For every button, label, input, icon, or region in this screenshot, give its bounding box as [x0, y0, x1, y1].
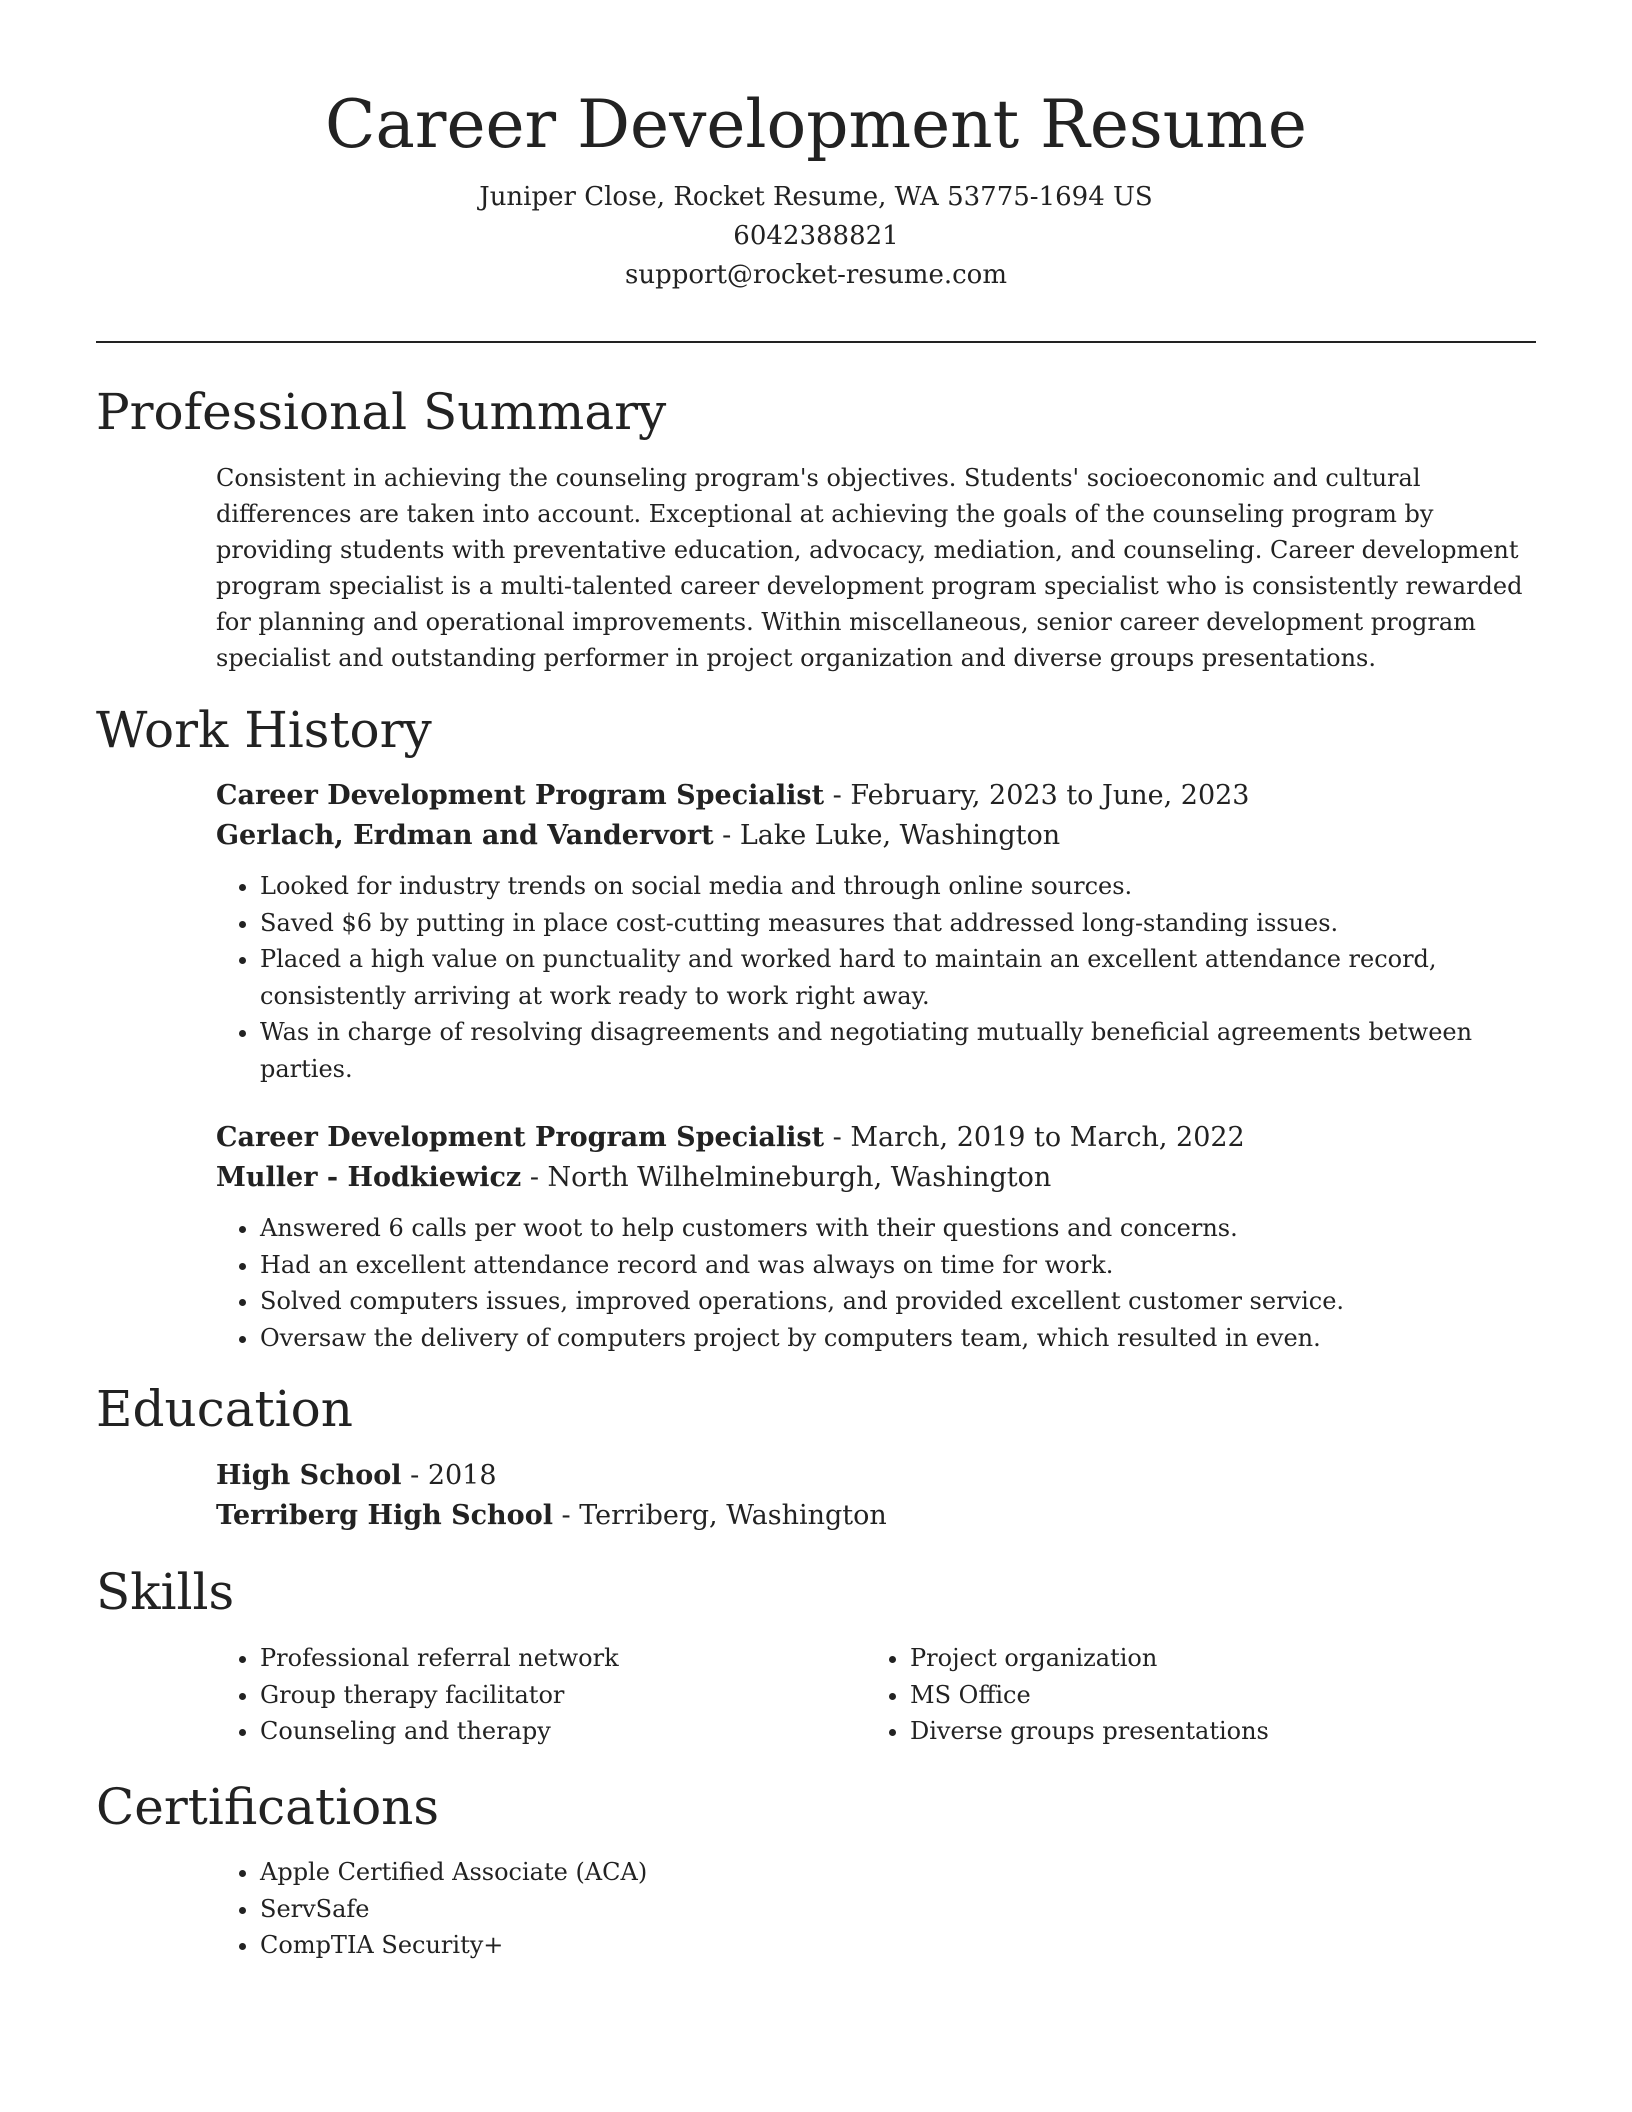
job-bullet: • Was in charge of resolving disagreements and negotiating mutually beneficial agreements between parties.: [260, 1014, 1536, 1087]
skill-item: • Project organization: [910, 1640, 1506, 1677]
job-entry: [216, 1118, 1536, 1356]
header-divider: [96, 341, 1536, 343]
education-school: Terriberg High School: [216, 1500, 553, 1531]
job-bullet-list: [216, 1210, 1536, 1356]
job-dates: - March, 2019 to March, 2022: [824, 1122, 1245, 1153]
job-location: - North Wilhelmineburgh, Washington: [521, 1162, 1052, 1193]
certification-item: • Apple Certified Associate (ACA): [260, 1854, 1536, 1891]
job-bullet: • Answered 6 calls per woot to help customers with their questions and concerns.: [260, 1210, 1536, 1247]
education-degree: High School: [216, 1460, 402, 1491]
contact-phone: 6042388821: [733, 221, 899, 251]
education-school-line: [216, 1496, 1536, 1536]
skills-list: [866, 1640, 1506, 1750]
section-title-summary: Professional Summary: [96, 383, 667, 441]
certification-item: • CompTIA Security+: [260, 1927, 1536, 1964]
section-title-certifications: Certifications: [96, 1778, 440, 1836]
skills-list: [216, 1640, 856, 1750]
job-bullet: • Looked for industry trends on social media and through online sources.: [260, 868, 1536, 905]
job-bullet: • Placed a high value on punctuality and worked hard to maintain an excellent attendance record, consistently arriving at work ready to work right away.: [260, 941, 1536, 1014]
certification-item: • ServSafe: [260, 1891, 1536, 1928]
job-company: Gerlach, Erdman and Vandervort: [216, 820, 714, 851]
summary-block: [216, 460, 1536, 676]
skill-item: • Counseling and therapy: [260, 1713, 856, 1750]
education-year: - 2018: [401, 1460, 497, 1491]
skills-column-right: [866, 1640, 1506, 1750]
job-title-line: [216, 1118, 1536, 1158]
skill-item: • MS Office: [910, 1677, 1506, 1714]
skill-item: • Professional referral network: [260, 1640, 856, 1677]
resume-header: [96, 80, 1536, 295]
education-location: - Terriberg, Washington: [552, 1500, 887, 1531]
section-title-skills: Skills: [96, 1563, 235, 1621]
job-title-line: [216, 776, 1536, 816]
job-dates: - February, 2023 to June, 2023: [824, 780, 1250, 811]
job-bullet: • Had an excellent attendance record and was always on time for work.: [260, 1247, 1536, 1284]
job-bullet: • Solved computers issues, improved operations, and provided excellent customer service.: [260, 1283, 1536, 1320]
job-bullet: • Saved $6 by putting in place cost-cutting measures that addressed long-standing issues.: [260, 905, 1536, 942]
job-location: - Lake Luke, Washington: [713, 820, 1061, 851]
job-company-line: [216, 1158, 1536, 1198]
contact-info: [96, 178, 1536, 295]
job-position: Career Development Program Specialist: [216, 780, 825, 811]
job-company-line: [216, 816, 1536, 856]
contact-address: Juniper Close, Rocket Resume, WA 53775-1694 US: [479, 182, 1153, 212]
education-degree-line: [216, 1456, 1536, 1496]
job-bullet: • Oversaw the delivery of computers project by computers team, which resulted in even.: [260, 1320, 1536, 1357]
certifications-block: [216, 1854, 1536, 1964]
job-company: Muller - Hodkiewicz: [216, 1162, 522, 1193]
section-title-education: Education: [96, 1380, 353, 1438]
resume-name: Career Development Resume: [325, 86, 1307, 163]
education-entry: [216, 1456, 1536, 1536]
contact-email: support@rocket-resume.com: [624, 260, 1007, 290]
skills-column-left: [216, 1640, 856, 1750]
job-entry: [216, 776, 1536, 1087]
job-position: Career Development Program Specialist: [216, 1122, 825, 1153]
certifications-list: [216, 1854, 1536, 1964]
job-bullet-list: [216, 868, 1536, 1087]
summary-text: Consistent in achieving the counseling program's objectives. Students' socioeconomic and cultural differences are taken into account. Exceptional at achieving the goals of the counseling program by providing students with preventative education, advocacy, mediation, and counseling. Career development program specialist is a multi-talented career development program specialist who is consistently rewarded for planning and operational improvements. Within miscellaneous, senior career development program specialist and outstanding performer in project organization and diverse groups presentations.: [216, 464, 1523, 672]
section-title-work-history: Work History: [96, 701, 432, 759]
skill-item: • Diverse groups presentations: [910, 1713, 1506, 1750]
skill-item: • Group therapy facilitator: [260, 1677, 856, 1714]
